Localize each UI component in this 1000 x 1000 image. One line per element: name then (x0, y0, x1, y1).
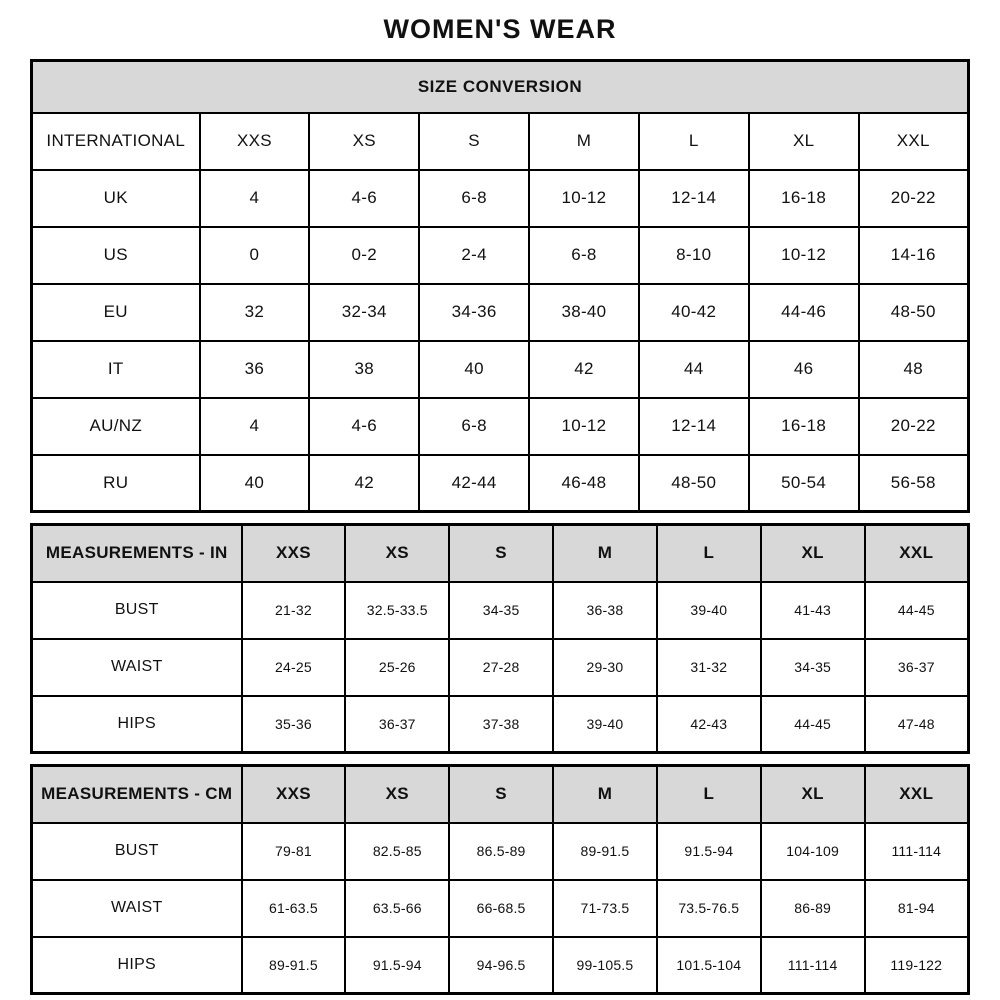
column-header-xs: XS (345, 525, 449, 582)
cell-value: 10-12 (749, 227, 859, 284)
cell-value: 86.5-89 (449, 823, 553, 880)
cell-value: 6-8 (419, 170, 529, 227)
cell-value: 4-6 (309, 170, 419, 227)
size-conversion-table (30, 59, 970, 513)
column-header-xl: XL (761, 525, 865, 582)
cell-value: 86-89 (761, 880, 865, 937)
column-header-xs: XS (309, 113, 419, 170)
cell-value: 0-2 (309, 227, 419, 284)
table-row-uk (32, 170, 969, 227)
cell-value: 101.5-104 (657, 937, 761, 994)
row-label: IT (32, 341, 200, 398)
cell-value: 38-40 (529, 284, 639, 341)
row-label: AU/NZ (32, 398, 200, 455)
measurements-cm-header-row (32, 766, 969, 823)
cell-value: 42 (529, 341, 639, 398)
cell-value: 46 (749, 341, 859, 398)
cell-value: 47-48 (865, 696, 969, 753)
cell-value: 10-12 (529, 398, 639, 455)
cell-value: 42-43 (657, 696, 761, 753)
cell-value: 63.5-66 (345, 880, 449, 937)
cell-value: 34-35 (449, 582, 553, 639)
measurements-cm-header: MEASUREMENTS - CM (32, 766, 242, 823)
cell-value: 91.5-94 (345, 937, 449, 994)
cell-value: 44 (639, 341, 749, 398)
row-label: HIPS (32, 937, 242, 994)
cell-value: 31-32 (657, 639, 761, 696)
cell-value: 40 (200, 455, 310, 512)
cell-value: 24-25 (242, 639, 346, 696)
cell-value: 73.5-76.5 (657, 880, 761, 937)
column-header-s: S (449, 766, 553, 823)
cell-value: 111-114 (865, 823, 969, 880)
cell-value: 16-18 (749, 170, 859, 227)
cell-value: 44-46 (749, 284, 859, 341)
cell-value: 46-48 (529, 455, 639, 512)
table-row-us (32, 227, 969, 284)
row-label: RU (32, 455, 200, 512)
cell-value: 12-14 (639, 170, 749, 227)
cell-value: 119-122 (865, 937, 969, 994)
row-label: WAIST (32, 639, 242, 696)
column-header-xxl: XXL (865, 525, 969, 582)
table-row-ru (32, 455, 969, 512)
cell-value: 34-35 (761, 639, 865, 696)
cell-value: 12-14 (639, 398, 749, 455)
cell-value: 48 (859, 341, 969, 398)
cell-value: 38 (309, 341, 419, 398)
cell-value: 0 (200, 227, 310, 284)
cell-value: 14-16 (859, 227, 969, 284)
column-header-xxs: XXS (242, 766, 346, 823)
column-header-xs: XS (345, 766, 449, 823)
cell-value: 20-22 (859, 398, 969, 455)
row-label: WAIST (32, 880, 242, 937)
cell-value: 82.5-85 (345, 823, 449, 880)
cell-value: 40 (419, 341, 529, 398)
table-row-hips-cm (32, 937, 969, 994)
cell-value: 79-81 (242, 823, 346, 880)
cell-value: 4-6 (309, 398, 419, 455)
cell-value: 89-91.5 (553, 823, 657, 880)
cell-value: 48-50 (859, 284, 969, 341)
row-label: EU (32, 284, 200, 341)
cell-value: 81-94 (865, 880, 969, 937)
cell-value: 16-18 (749, 398, 859, 455)
cell-value: 61-63.5 (242, 880, 346, 937)
cell-value: 4 (200, 170, 310, 227)
cell-value: 20-22 (859, 170, 969, 227)
column-header-xxs: XXS (200, 113, 310, 170)
measurements-in-header-row (32, 525, 969, 582)
column-header-international: INTERNATIONAL (32, 113, 200, 170)
cell-value: 32.5-33.5 (345, 582, 449, 639)
size-conversion-column-header-row (32, 113, 969, 170)
column-header-s: S (449, 525, 553, 582)
column-header-xxl: XXL (865, 766, 969, 823)
cell-value: 21-32 (242, 582, 346, 639)
cell-value: 36-37 (345, 696, 449, 753)
row-label: US (32, 227, 200, 284)
cell-value: 99-105.5 (553, 937, 657, 994)
column-header-xl: XL (749, 113, 859, 170)
cell-value: 36 (200, 341, 310, 398)
cell-value: 6-8 (529, 227, 639, 284)
measurements-in-table (30, 523, 970, 754)
cell-value: 32 (200, 284, 310, 341)
cell-value: 91.5-94 (657, 823, 761, 880)
measurements-in-header: MEASUREMENTS - IN (32, 525, 242, 582)
cell-value: 48-50 (639, 455, 749, 512)
cell-value: 50-54 (749, 455, 859, 512)
column-header-m: M (553, 766, 657, 823)
size-conversion-banner-row (32, 61, 969, 113)
row-label: BUST (32, 823, 242, 880)
row-label: BUST (32, 582, 242, 639)
measurements-cm-table (30, 764, 970, 995)
cell-value: 36-38 (553, 582, 657, 639)
cell-value: 34-36 (419, 284, 529, 341)
cell-value: 89-91.5 (242, 937, 346, 994)
cell-value: 71-73.5 (553, 880, 657, 937)
cell-value: 10-12 (529, 170, 639, 227)
cell-value: 25-26 (345, 639, 449, 696)
row-label: UK (32, 170, 200, 227)
cell-value: 56-58 (859, 455, 969, 512)
column-header-m: M (553, 525, 657, 582)
cell-value: 44-45 (865, 582, 969, 639)
page-title: WOMEN'S WEAR (383, 14, 617, 44)
cell-value: 94-96.5 (449, 937, 553, 994)
cell-value: 32-34 (309, 284, 419, 341)
column-header-l: L (657, 766, 761, 823)
table-row-waist-cm (32, 880, 969, 937)
cell-value: 37-38 (449, 696, 553, 753)
column-header-m: M (529, 113, 639, 170)
cell-value: 111-114 (761, 937, 865, 994)
cell-value: 42 (309, 455, 419, 512)
table-row-waist-in (32, 639, 969, 696)
cell-value: 66-68.5 (449, 880, 553, 937)
column-header-s: S (419, 113, 529, 170)
size-conversion-header: SIZE CONVERSION (32, 61, 969, 113)
cell-value: 104-109 (761, 823, 865, 880)
cell-value: 4 (200, 398, 310, 455)
cell-value: 8-10 (639, 227, 749, 284)
cell-value: 41-43 (761, 582, 865, 639)
cell-value: 2-4 (419, 227, 529, 284)
cell-value: 6-8 (419, 398, 529, 455)
cell-value: 27-28 (449, 639, 553, 696)
cell-value: 39-40 (553, 696, 657, 753)
table-row-bust-cm (32, 823, 969, 880)
column-header-xxl: XXL (859, 113, 969, 170)
cell-value: 39-40 (657, 582, 761, 639)
cell-value: 35-36 (242, 696, 346, 753)
row-label: HIPS (32, 696, 242, 753)
column-header-xl: XL (761, 766, 865, 823)
cell-value: 36-37 (865, 639, 969, 696)
table-row-bust-in (32, 582, 969, 639)
column-header-xxs: XXS (242, 525, 346, 582)
column-header-l: L (657, 525, 761, 582)
table-row-it (32, 341, 969, 398)
column-header-l: L (639, 113, 749, 170)
cell-value: 29-30 (553, 639, 657, 696)
cell-value: 40-42 (639, 284, 749, 341)
cell-value: 42-44 (419, 455, 529, 512)
table-row-eu (32, 284, 969, 341)
table-row-hips-in (32, 696, 969, 753)
table-row-aunz (32, 398, 969, 455)
cell-value: 44-45 (761, 696, 865, 753)
